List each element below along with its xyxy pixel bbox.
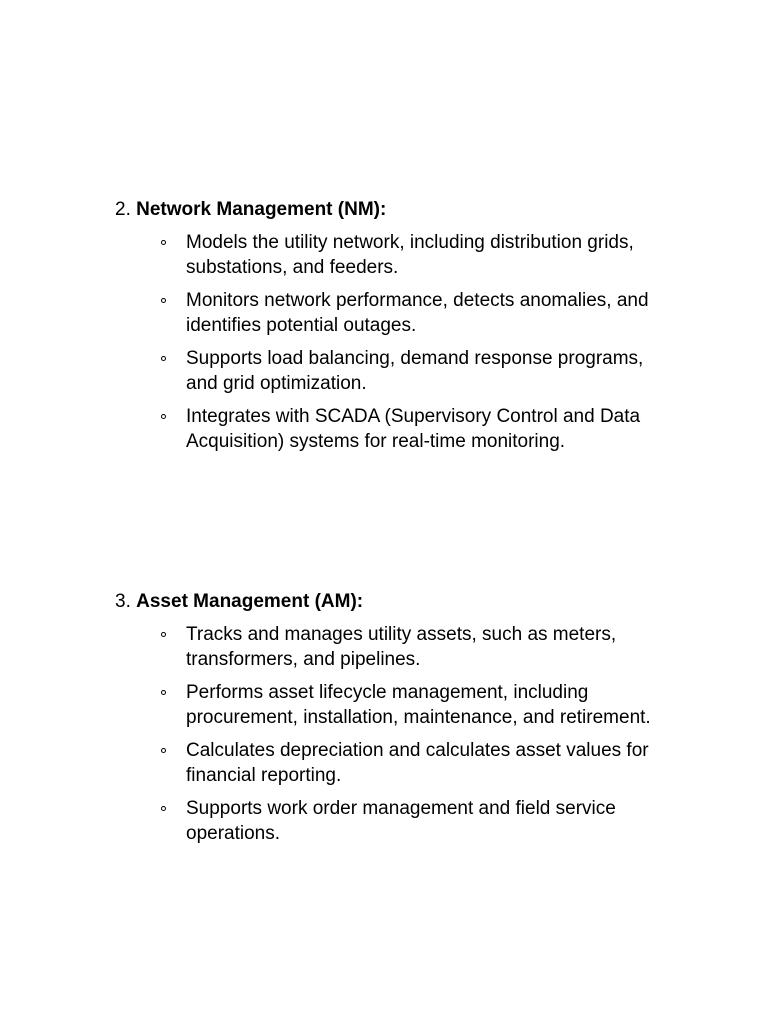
list-item-text: Calculates depreciation and calculates asset values for financial reporting.	[186, 740, 649, 786]
list-item-text: Supports load balancing, demand response programs, and grid optimization.	[186, 348, 644, 394]
hollow-circle-bullet-icon	[161, 690, 166, 695]
hollow-circle-bullet-icon	[161, 748, 166, 753]
list-item	[115, 405, 675, 454]
list-item	[115, 681, 675, 730]
list-item-text: Monitors network performance, detects anomalies, and identifies potential outages.	[186, 290, 649, 336]
list-item-text: Supports work order management and field service operations.	[186, 798, 616, 844]
list-item-text: Integrates with SCADA (Supervisory Control and Data Acquisition) systems for real-time monitoring.	[186, 406, 641, 452]
list-item-text: Models the utility network, including distribution grids, substations, and feeders.	[186, 232, 634, 278]
section-title: Asset Management (AM):	[136, 591, 364, 612]
section-number: 2.	[115, 199, 131, 220]
section-number: 3.	[115, 591, 131, 612]
list-item	[115, 231, 675, 280]
hollow-circle-bullet-icon	[161, 298, 166, 303]
hollow-circle-bullet-icon	[161, 240, 166, 245]
hollow-circle-bullet-icon	[161, 414, 166, 419]
hollow-circle-bullet-icon	[161, 632, 166, 637]
list-item	[115, 347, 675, 396]
hollow-circle-bullet-icon	[161, 806, 166, 811]
section-network-management	[115, 198, 675, 463]
list-item	[115, 739, 675, 788]
bullet-list	[115, 231, 675, 454]
list-item-text: Performs asset lifecycle management, including procurement, installation, maintenance, and retirement.	[186, 682, 651, 728]
bullet-list	[115, 623, 675, 846]
section-heading	[115, 198, 675, 222]
list-item	[115, 797, 675, 846]
hollow-circle-bullet-icon	[161, 356, 166, 361]
section-title: Network Management (NM):	[136, 199, 387, 220]
list-item-text: Tracks and manages utility assets, such as meters, transformers, and pipelines.	[186, 624, 617, 670]
list-item	[115, 623, 675, 672]
list-item	[115, 289, 675, 338]
section-heading	[115, 590, 675, 614]
section-asset-management	[115, 590, 675, 855]
